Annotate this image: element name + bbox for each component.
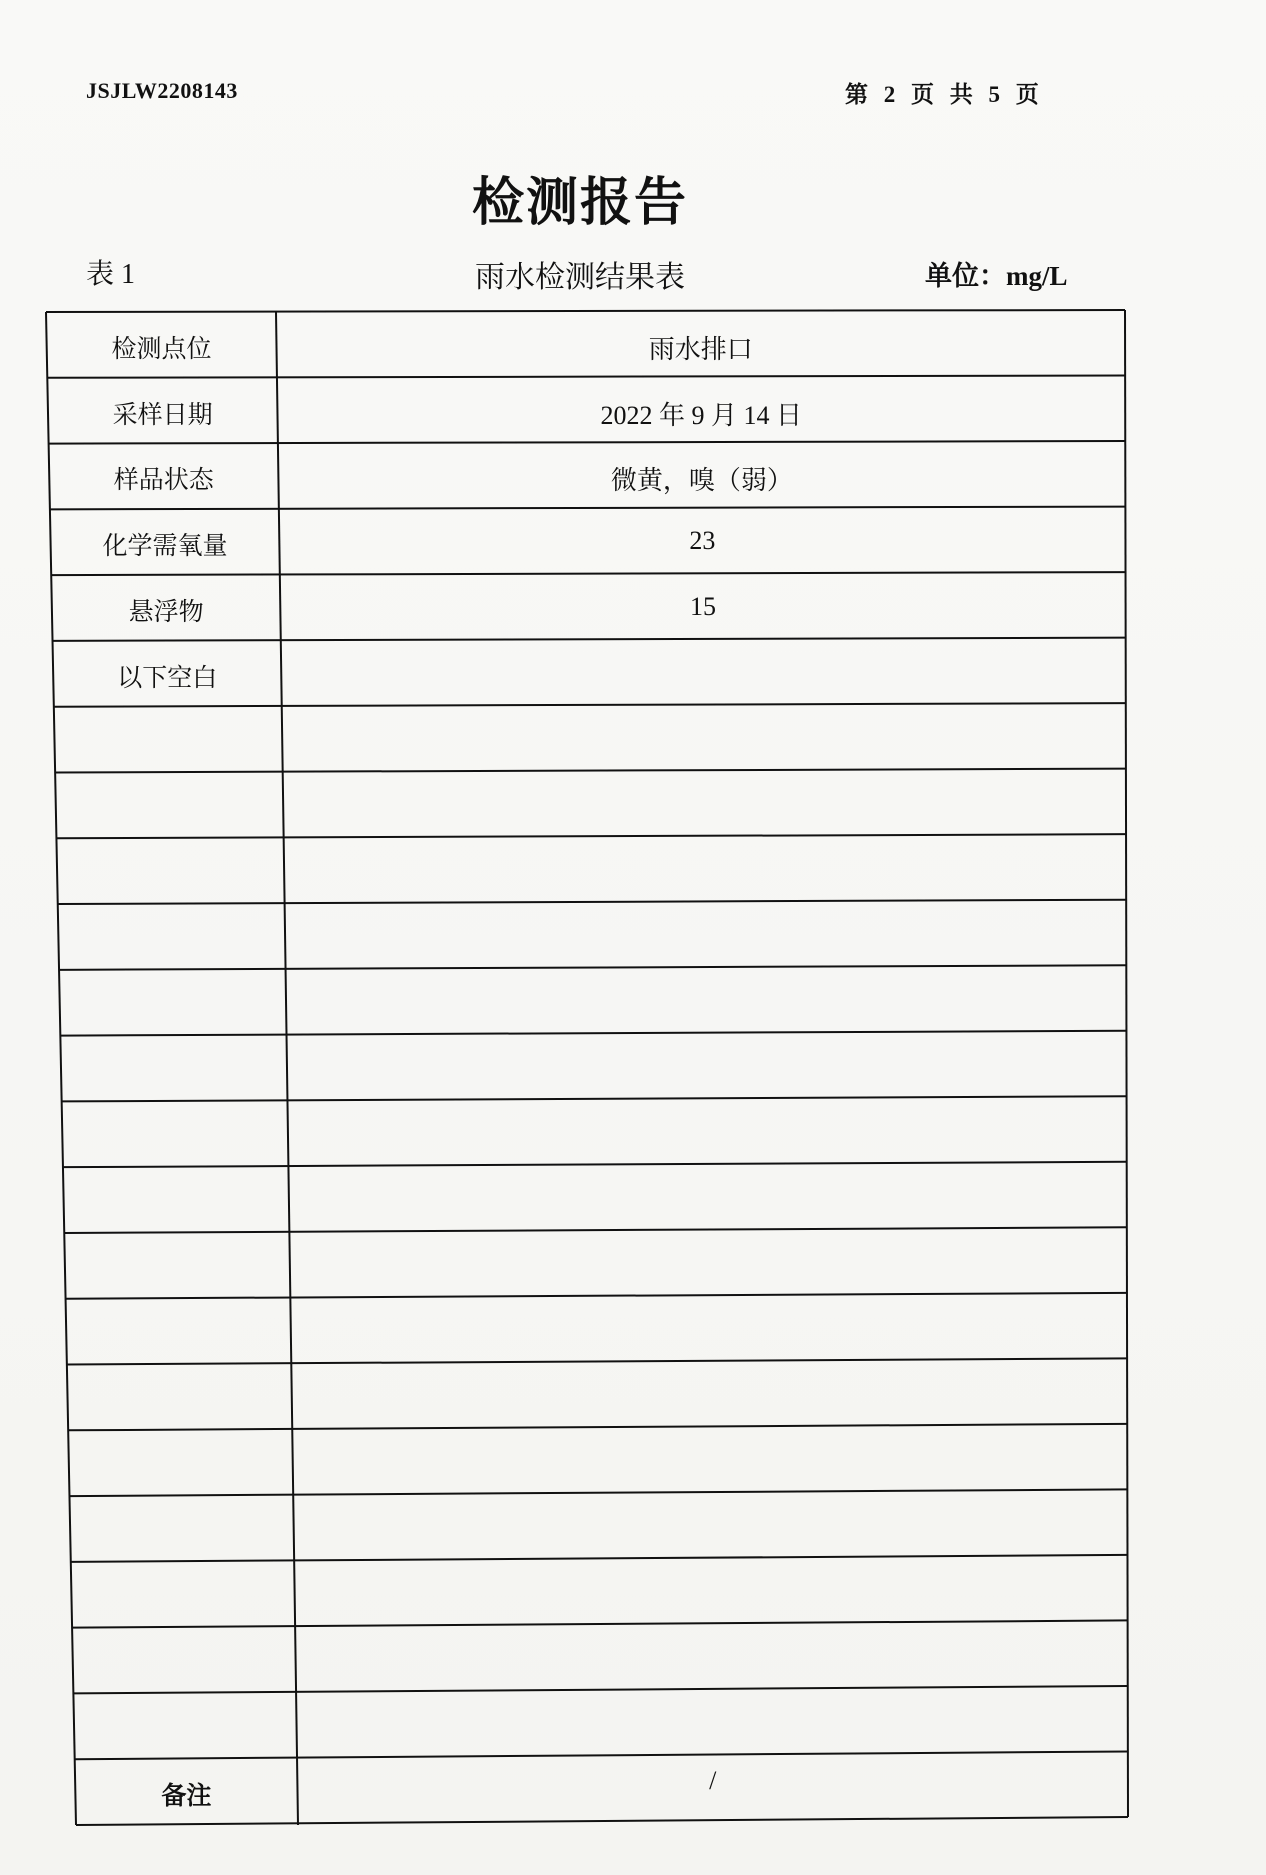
table-rule: [51, 572, 1125, 575]
table-rule: [67, 1358, 1127, 1364]
table-rule: [276, 312, 298, 1825]
table-rule: [63, 1162, 1127, 1167]
row-value: 23: [689, 526, 716, 556]
table-rule: [46, 310, 1125, 312]
row-value: 雨水排口: [648, 334, 753, 364]
page-indicator: 第 2 页 共 5 页: [845, 82, 1041, 107]
table-rule: [64, 1227, 1127, 1233]
document-title: 检测报告: [471, 173, 688, 233]
table-caption: 雨水检测结果表: [475, 261, 685, 294]
table-rule: [73, 1686, 1127, 1693]
row-label: 样品状态: [113, 465, 214, 495]
table-rule: [66, 1293, 1127, 1299]
table-rule: [76, 1817, 1128, 1825]
table-rule: [47, 376, 1125, 378]
table-rule: [62, 1096, 1127, 1101]
table-rule: [68, 1424, 1127, 1430]
table-rule: [72, 1620, 1128, 1627]
table-rule: [59, 965, 1126, 970]
row-value: 15: [689, 592, 716, 622]
table-rule: [54, 703, 1126, 707]
table-number: 表 1: [86, 259, 136, 290]
remarks-label: 备注: [161, 1781, 212, 1811]
row-label: 以下空白: [117, 662, 218, 692]
row-label: 化学需氧量: [102, 531, 228, 561]
row-label: 悬浮物: [128, 597, 204, 627]
row-value: 2022 年 9 月 14 日: [600, 400, 803, 430]
table-rule: [49, 441, 1126, 444]
table-rule: [50, 507, 1125, 510]
row-label: 检测点位: [111, 333, 212, 363]
table-rule: [69, 1489, 1127, 1496]
table-rule: [58, 900, 1126, 904]
unit-label: 单位：mg/L: [925, 261, 1068, 291]
table-rule: [75, 1751, 1128, 1759]
remarks-value: /: [709, 1766, 717, 1796]
table-rule: [1125, 310, 1128, 1817]
table-rule: [55, 769, 1126, 773]
report-number: JSJLW2208143: [86, 78, 238, 103]
table-rule: [56, 834, 1126, 838]
table-rule: [71, 1555, 1128, 1562]
row-label: 采样日期: [112, 399, 213, 429]
row-value: 微黄，嗅（弱）: [610, 466, 793, 496]
table-rule: [53, 638, 1126, 641]
table-rule: [60, 1031, 1126, 1036]
table-rule: [46, 312, 76, 1825]
